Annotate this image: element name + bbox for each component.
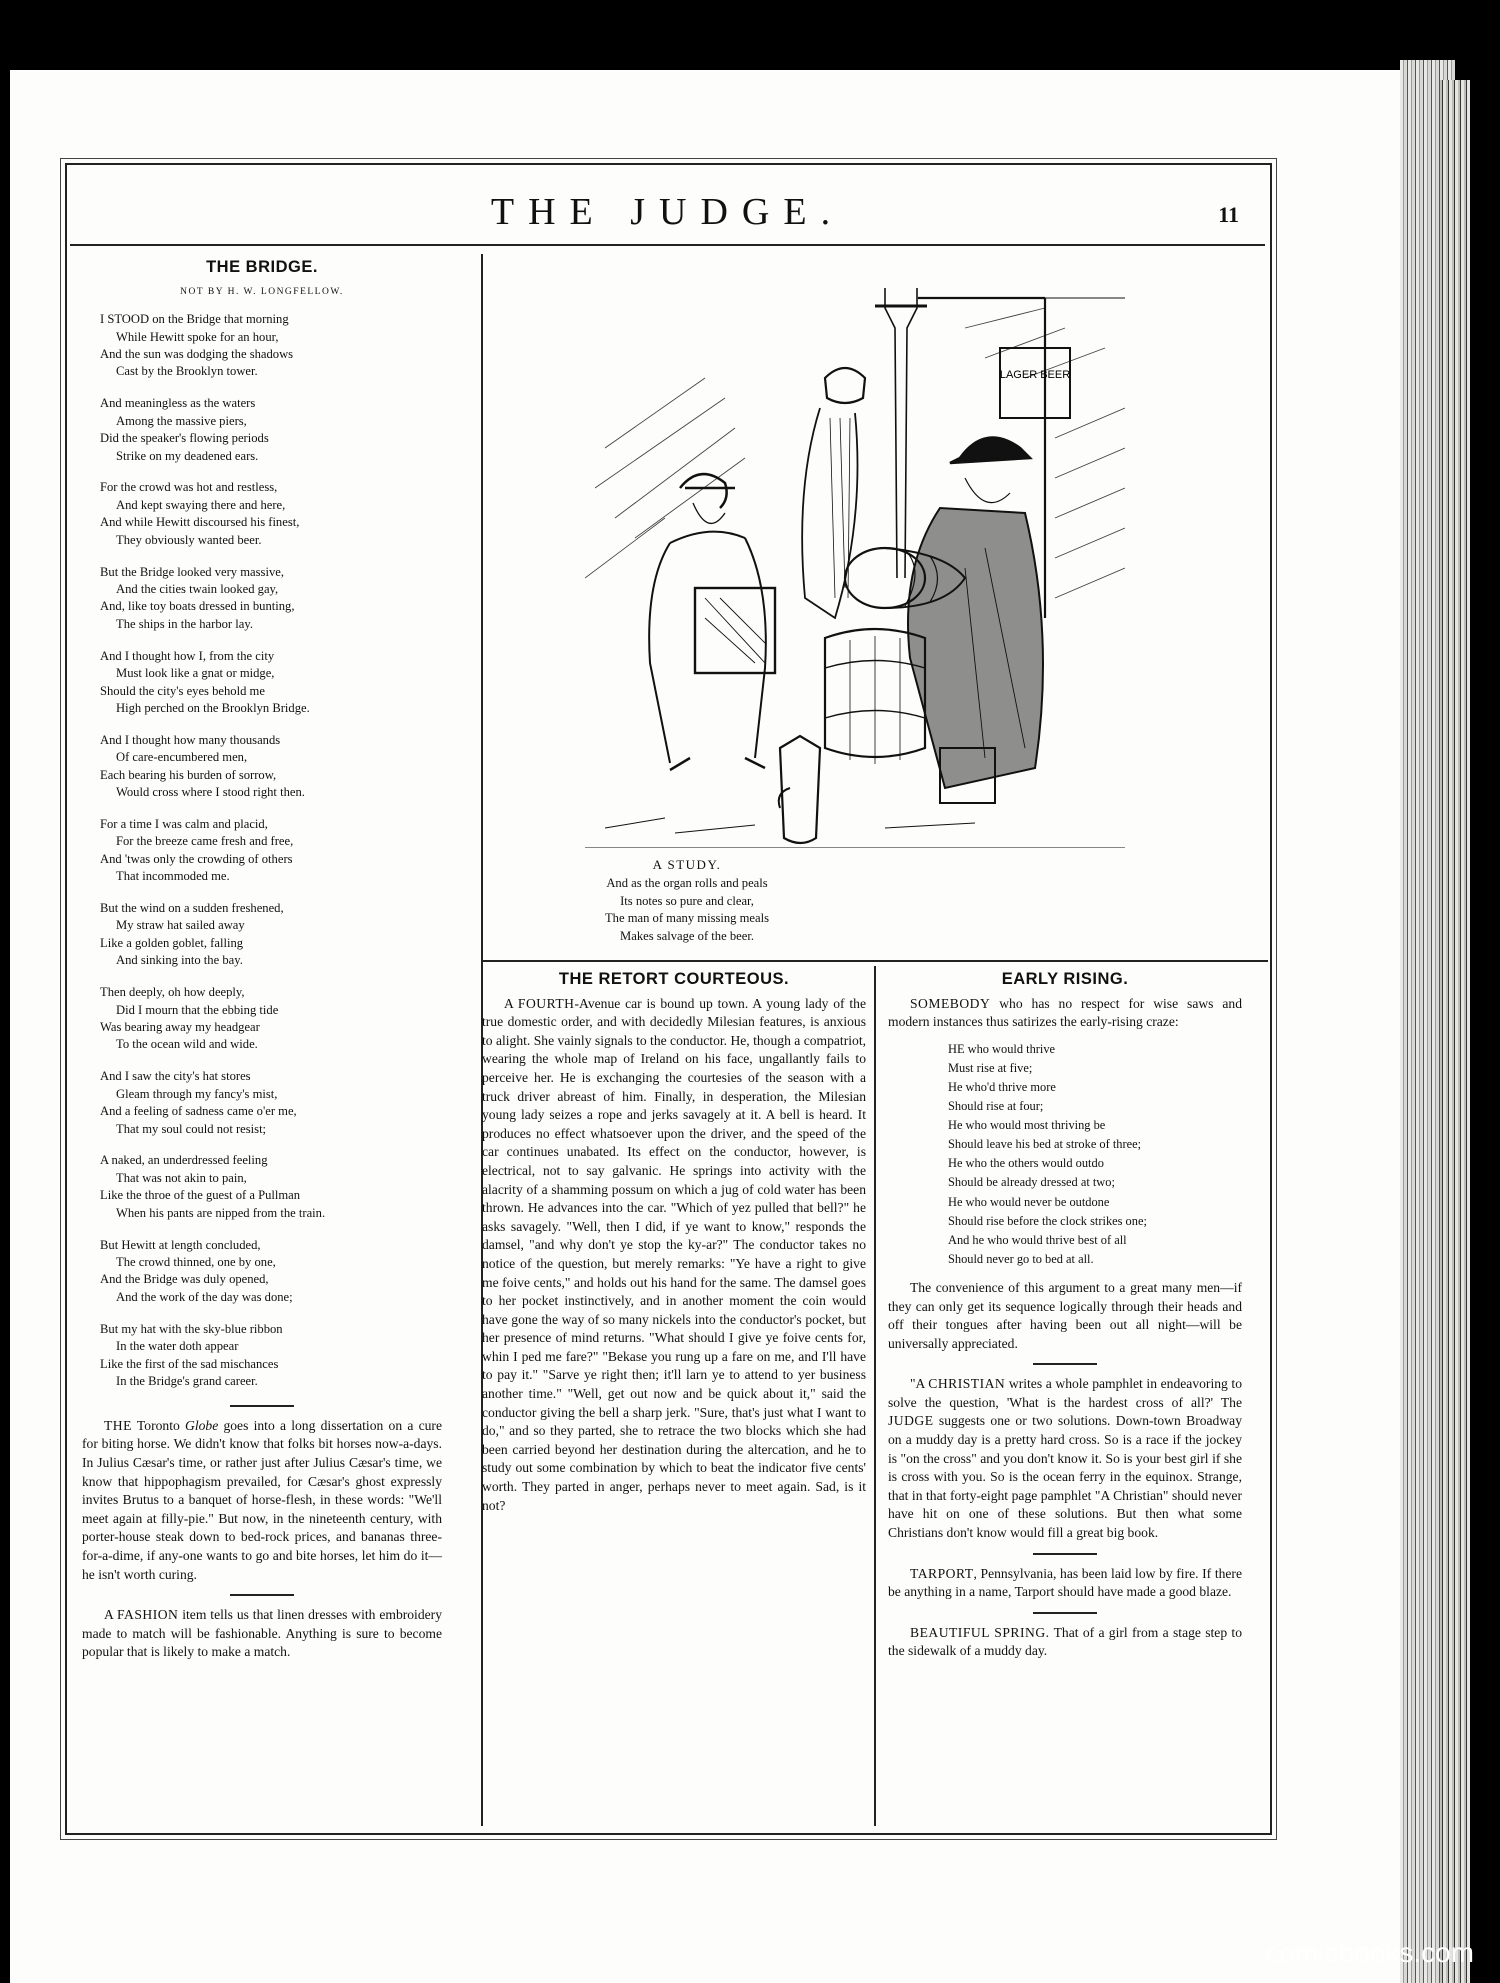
bridge-stanza: [100, 1068, 442, 1138]
poem-line: Should rise before the clock strikes one;: [948, 1213, 1147, 1228]
toronto-text-a: Toronto: [131, 1417, 185, 1433]
poem-line: And, like toy boats dressed in bunting,: [100, 599, 295, 614]
fashion-paragraph: [82, 1606, 442, 1662]
poem-line: And a feeling of sadness came o'er me,: [100, 1104, 297, 1119]
sign-text: LAGER BEER: [999, 369, 1071, 381]
early-intro-text: who has no respect for wise saws and modern instances thus satirizes the early-rising craze:: [888, 995, 1242, 1030]
poem-line: He who would never be outdone: [948, 1194, 1110, 1209]
poem-line: Should rise at four;: [948, 1099, 1044, 1114]
bridge-stanza: [100, 395, 442, 465]
poem-line: Did the speaker's flowing periods: [100, 431, 269, 446]
poem-line: Would cross where I stood right then.: [116, 785, 305, 800]
poem-line: HE who would thrive: [948, 1041, 1056, 1056]
poem-line: And I saw the city's hat stores: [100, 1069, 251, 1084]
poem-line: Was bearing away my headgear: [100, 1020, 260, 1034]
poem-line: Should leave his bed at stroke of three;: [948, 1137, 1142, 1152]
poem-line: For the breeze came fresh and free,: [116, 834, 294, 849]
left-column: [82, 258, 442, 1670]
early-intro: [888, 995, 1242, 1032]
poem-line: I STOOD on the Bridge that morning: [100, 312, 289, 327]
poem-line: In the Bridge's grand career.: [116, 1373, 258, 1388]
study-line-4: Makes salvage of the beer.: [620, 928, 754, 943]
poem-line: But the Bridge looked very massive,: [100, 564, 284, 579]
stacked-page-edges-inner: [1440, 80, 1470, 1983]
poem-line: Each bearing his burden of sorrow,: [100, 767, 277, 782]
retort-text: -Avenue car is bound up town. A young lady of the true domestic order, and with decidedly Milesian features, is anxious to alight. She vainly signals to the conductor. He, though a compatriot, wearing the whole map of Ireland on his face, ungallantly fails to perceive her. He is exchanging the courtesies of the season with a truck driver abreast of him. Finally, in desperation, the Milesian young lady seizes a rope and jerks savagely at it. A bell is heard. It produces no effect whatsoever upon the driver, and the speed of the car continues unabated. Its effect on the conductor, however, is electrical, not to say galvanic. He springs into activity with the alacrity of a shamming possum on which a jug of cold water has been thrown. He advances into the car. "Which of yez pulled that bell?" he asks savagely. "Well, then I did, if ye want to know," responds the damsel, "and why don't ye stop the ky-ar?" The conductor takes no notice of the question, but merely remarks: "Ye have a right to give me foive cents," and holds out his hand for the same. The damsel goes to her pocket instinctively, and in another moment the coin would have gone the way of so many nickels into the conductor's pocket, but her presence of mind returns. "What should I give ye foive cents for, whin I ped me fare?" "Bekase you rung up a fare on me, and I'll have to pay it." "Sarve ye right then; it'll larn ye to attend to yer business another time." "Well, get out now and be quick about it," said the conductor giving the bell a sharp jerk. "Sure, that's just what I want to do," and so they parted, she to retrace the two blocks which she had been carried beyond her destination during the altercation, and he to study out some combination by which to beat the indicator five cents' worth. They parted in anger, perhaps never to meet again. Sad, is it not?: [482, 995, 866, 1513]
bridge-byline: NOT BY H. W. LONGFELLOW.: [180, 286, 344, 297]
poem-line: High perched on the Brooklyn Bridge.: [116, 700, 310, 715]
poem-line: To the ocean wild and wide.: [116, 1037, 258, 1052]
spring-text: That of a girl from a stage step to the sidewalk of a muddy day.: [888, 1624, 1242, 1659]
poem-line: And the sun was dodging the shadows: [100, 347, 294, 361]
tarport-lead: TARPORT: [910, 1565, 974, 1581]
separator-rule: [1033, 1612, 1097, 1614]
toronto-paper-name: Globe: [185, 1417, 219, 1433]
fashion-text: item tells us that linen dresses with embroidery made to match will be fashionable. Anything is sure to become popular that is likely to make a match.: [82, 1607, 442, 1660]
poem-line: Like the throe of the guest of a Pullman: [100, 1188, 301, 1203]
study-line-2: Its notes so pure and clear,: [620, 893, 754, 908]
early-title: EARLY RISING.: [1001, 970, 1129, 988]
spring-paragraph: [888, 1624, 1242, 1661]
poem-line: The crowd thinned, one by one,: [116, 1254, 276, 1269]
bridge-stanza: [100, 1321, 442, 1391]
poem-line: Should be already dressed at two;: [948, 1175, 1115, 1190]
toronto-text-b: goes into a long dissertation on a cure for biting horse. We didn't know that folks bit horses now-a-days. In Julius Cæsar's time, or rather just after Julius Cæsar's time, we know that hippophagism prevailed, for Cæsar's ghost expressly invites Brutus to a banquet of horse-flesh, in these words: "We'll meet again at filly-pie." But now, in the nineteenth century, with porter-house steak down to bed-rock prices, and bananas three-for-a-dime, if any-one wants to go and bite horses, let him do it—he isn't worth curing.: [82, 1417, 442, 1582]
poem-line: And I thought how many thousands: [100, 732, 281, 747]
poem-line: That was not akin to pain,: [116, 1170, 247, 1185]
poem-line: They obviously wanted beer.: [116, 532, 262, 547]
christian-lead-b: CHRISTIAN: [928, 1376, 1006, 1392]
poem-line: My straw hat sailed away: [116, 918, 245, 933]
study-caption: [487, 856, 887, 945]
poem-line: Among the massive piers,: [116, 413, 247, 428]
poem-line: Like the first of the sad mischances: [100, 1356, 279, 1371]
poem-line: That incommoded me.: [116, 869, 230, 884]
poem-line: Strike on my deadened ears.: [116, 448, 259, 463]
study-illustration: [585, 288, 1125, 848]
poem-line: And I thought how I, from the city: [100, 648, 275, 663]
right-column: [888, 970, 1242, 1669]
poem-line: And the Bridge was duly opened,: [100, 1272, 269, 1287]
poem-line: When his pants are nipped from the train.: [116, 1205, 326, 1220]
poem-line: Must look like a gnat or midge,: [116, 666, 275, 681]
poem-line: But Hewitt at length concluded,: [100, 1237, 261, 1252]
poem-line: Gleam through my fancy's mist,: [116, 1086, 278, 1101]
poem-line: And he who would thrive best of all: [948, 1232, 1127, 1247]
bridge-poem: [82, 311, 442, 1390]
retort-paragraph: [482, 995, 866, 1516]
bridge-stanza: [100, 900, 442, 970]
watermark: comicbooks.com: [1265, 1937, 1474, 1968]
bridge-stanza: [100, 564, 442, 634]
poem-line: And the work of the day was done;: [116, 1289, 293, 1304]
study-title: A STUDY.: [652, 857, 722, 872]
tarport-text: , Pennsylvania, has been laid low by fire. If there be anything in a name, Tarport should have made a good blaze.: [888, 1565, 1242, 1600]
poem-line: The ships in the harbor lay.: [116, 616, 253, 631]
poem-line: But my hat with the sky-blue ribbon: [100, 1321, 283, 1336]
bridge-title: THE BRIDGE.: [206, 258, 318, 276]
christian-lead-a: "A: [910, 1376, 929, 1392]
poem-line: And while Hewitt discoursed his finest,: [100, 515, 300, 530]
early-outro: The convenience of this argument to a great many men—if they can only get its sequence logically through their heads and off their tongues after having been out all night—will be universally appreciated.: [888, 1279, 1242, 1351]
poem-line: He who'd thrive more: [948, 1079, 1056, 1094]
bridge-stanza: [100, 1237, 442, 1307]
bridge-stanza: [100, 311, 442, 381]
separator-rule: [230, 1405, 294, 1407]
poem-line: And the cities twain looked gay,: [116, 581, 279, 596]
illustration-bottom-rule: [481, 960, 1268, 962]
poem-line: And sinking into the bay.: [116, 953, 243, 968]
poem-line: In the water doth appear: [116, 1339, 239, 1354]
fashion-lead-a: A: [104, 1607, 117, 1623]
bridge-stanza: [100, 984, 442, 1054]
fashion-lead-b: FASHION: [116, 1607, 179, 1623]
poem-line: Should the city's eyes behold me: [100, 683, 265, 698]
poem-line: For a time I was calm and placid,: [100, 816, 268, 831]
poem-line: Cast by the Brooklyn tower.: [116, 364, 258, 379]
poem-line: And 'twas only the crowding of others: [100, 851, 293, 866]
poem-line: And kept swaying there and here,: [116, 497, 286, 512]
bridge-stanza: [100, 479, 442, 549]
poem-line: Then deeply, oh how deeply,: [100, 985, 245, 1000]
masthead-title: THE JUDGE.: [490, 191, 845, 233]
separator-rule: [1033, 1363, 1097, 1365]
poem-line: That my soul could not resist;: [116, 1121, 267, 1136]
christian-text-a: writes a whole pamphlet in endeavoring to solve the question, 'What is the hardest cross of all?' The: [888, 1376, 1243, 1410]
poem-line: Like a golden goblet, falling: [100, 935, 244, 950]
spring-lead: BEAUTIFUL SPRING.: [910, 1624, 1050, 1640]
separator-rule: [230, 1594, 294, 1596]
retort-title: THE RETORT COURTEOUS.: [558, 970, 790, 988]
christian-text-b: suggests one or two solutions. Down-town Broadway on a muddy day is a pretty hard cross. So is a race if the jockey is "on the cross" and you don't know it. So is your best girl if she is cross with you. So is the ocean ferry in the equinox. Strange, that in that forty-eight page pamphlet "A Christian" should never have hit on one of these solutions. But then what some Christians don't know would fill a great big book.: [888, 1413, 1242, 1541]
poem-line: Did I mourn that the ebbing tide: [116, 1002, 279, 1017]
bridge-stanza: [100, 648, 442, 718]
study-line-1: And as the organ rolls and peals: [606, 876, 768, 891]
column-rule-middle: [874, 966, 876, 1826]
retort-lead-b: FOURTH: [517, 995, 575, 1011]
christian-paragraph: [888, 1375, 1242, 1542]
toronto-lead: THE: [104, 1417, 132, 1433]
separator-rule: [1033, 1553, 1097, 1555]
poem-line: He who would most thriving be: [948, 1118, 1106, 1133]
poem-line: For the crowd was hot and restless,: [100, 480, 278, 495]
poem-line: While Hewitt spoke for an hour,: [116, 329, 279, 344]
tarport-paragraph: [888, 1565, 1242, 1602]
study-line-3: The man of many missing meals: [604, 911, 770, 926]
retort-lead-a: A: [504, 995, 518, 1011]
masthead: [70, 182, 1265, 246]
poem-line: Of care-encumbered men,: [116, 750, 248, 765]
poem-line: Should never go to bed at all.: [948, 1251, 1094, 1266]
early-poem: [948, 1040, 1242, 1269]
bridge-stanza: [100, 816, 442, 886]
toronto-paragraph: [82, 1417, 442, 1584]
page-number: 11: [1218, 202, 1239, 227]
early-lead: SOMEBODY: [910, 995, 991, 1011]
poem-line: But the wind on a sudden freshened,: [100, 901, 284, 916]
bridge-stanza: [100, 1152, 442, 1222]
christian-judge: JUDGE: [888, 1413, 934, 1429]
poem-line: And meaningless as the waters: [100, 396, 256, 411]
middle-column: [482, 970, 866, 1523]
bridge-stanza: [100, 732, 442, 802]
poem-line: A naked, an underdressed feeling: [100, 1153, 268, 1168]
poem-line: He who the others would outdo: [948, 1156, 1104, 1171]
poem-line: Must rise at five;: [948, 1060, 1033, 1075]
